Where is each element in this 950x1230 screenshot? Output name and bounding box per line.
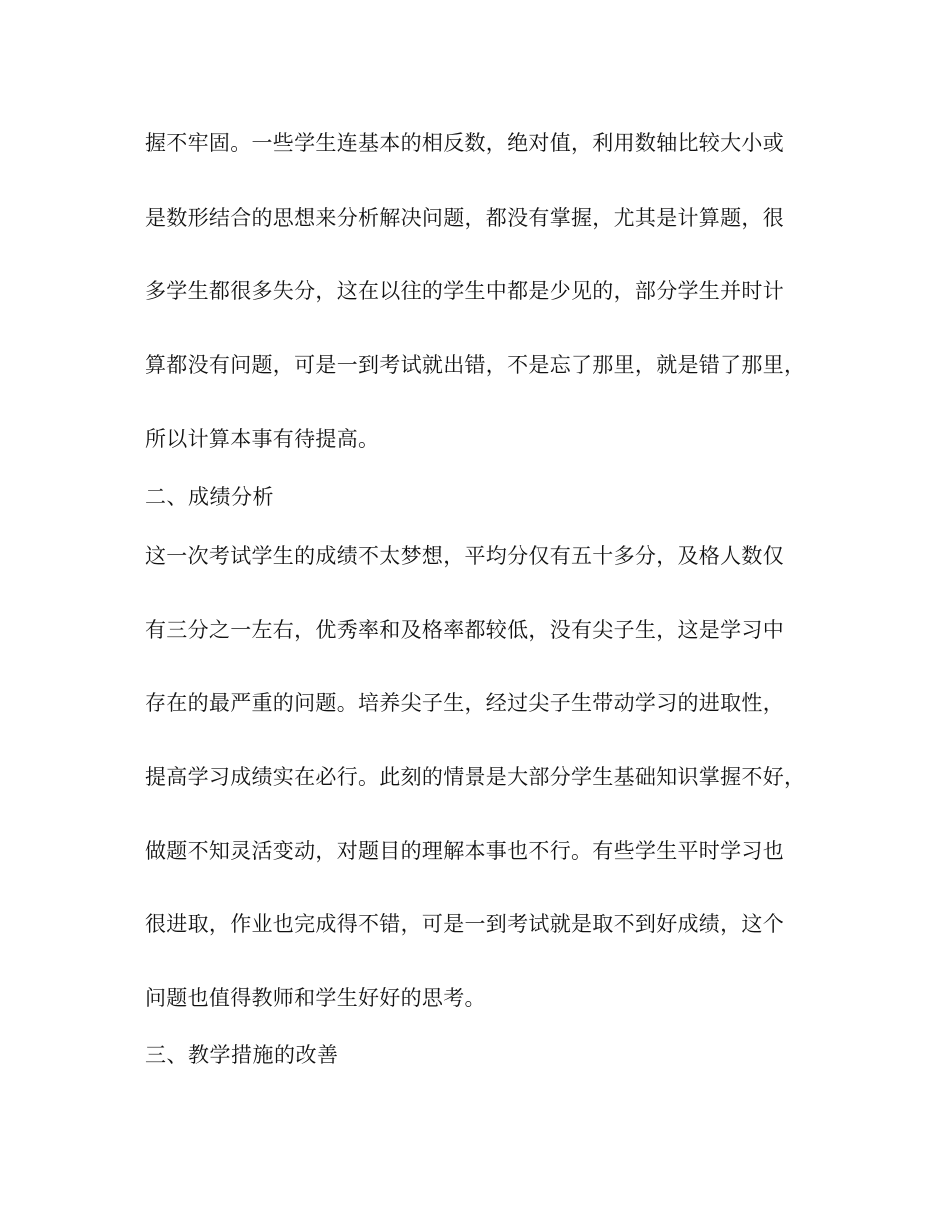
paragraph-line: 做题不知灵活变动，对题目的理解本事也不行。有些学生平时学习也 (145, 839, 784, 863)
paragraph-line: 多学生都很多失分，这在以往的学生中都是少见的，部分学生并时计 (145, 279, 784, 303)
paragraph-line: 问题也值得教师和学生好好的思考。 (145, 986, 486, 1010)
paragraph-line: 存在的最严重的问题。培养尖子生，经过尖子生带动学习的进取性， (145, 691, 784, 715)
paragraph-line: 是数形结合的思想来分析解决问题，都没有掌握，尤其是计算题，很 (145, 206, 784, 230)
paragraph-line: 算都没有问题，可是一到考试就出错，不是忘了那里，就是错了那里， (145, 353, 806, 377)
paragraph-line: 很进取，作业也完成得不错，可是一到考试就是取不到好成绩，这个 (145, 912, 784, 936)
paragraph-line: 有三分之一左右，优秀率和及格率都较低，没有尖子生，这是学习中 (145, 618, 784, 642)
paragraph-line: 所以计算本事有待提高。 (145, 427, 380, 451)
section-heading: 三、教学措施的改善 (145, 1043, 339, 1067)
paragraph-line: 握不牢固。一些学生连基本的相反数，绝对值，利用数轴比较大小或 (145, 131, 784, 155)
paragraph-line: 这一次考试学生的成绩不太梦想，平均分仅有五十多分，及格人数仅 (145, 544, 784, 568)
section-heading: 二、成绩分析 (145, 485, 274, 509)
paragraph-line: 提高学习成绩实在必行。此刻的情景是大部分学生基础知识掌握不好， (145, 765, 806, 789)
